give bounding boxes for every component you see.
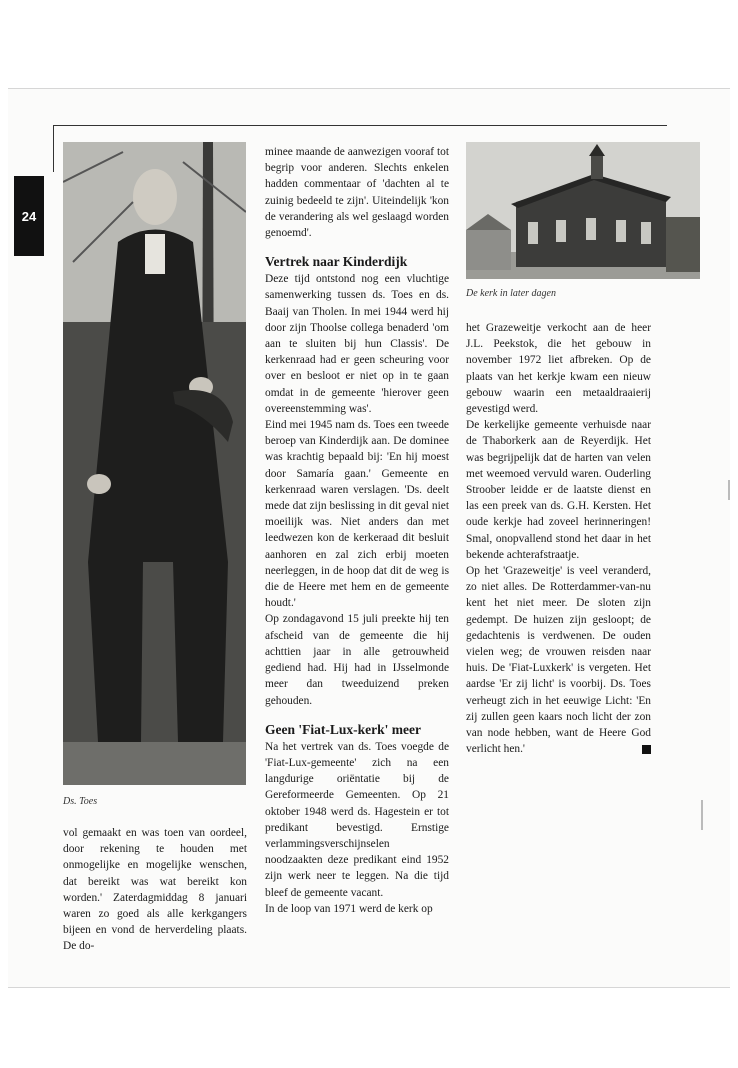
portrait-caption: Ds. Toes: [63, 796, 98, 807]
page-edge-mark: [701, 800, 703, 830]
corner-rule: [53, 125, 54, 172]
church-photo: [466, 142, 700, 279]
paragraph: In de loop van 1971 werd de kerk op: [265, 902, 433, 915]
column-3: [466, 320, 651, 757]
column-2: [265, 144, 449, 917]
paragraph: Eind mei 1945 nam ds. Toes een tweede beroep van Kinderdijk aan. De dominee was krachtig bepaald bij: 'En hij moest door Samaría gaan.' Gemeente en kerkenraad waren verslagen. 'Ds. deelt mede dat zijn beslissing in dit geval niet moeilijk was. Niet anders dan met leedwezen kon de kerkeraad dit besluit aanhoren en zal zich erbij moeten neerleggen, in de hoop dat dit de weg is die de Heere met hem en de gemeente houdt.': [265, 419, 449, 610]
paragraph: De kerkelijke gemeente verhuisde naar de Thaborkerk aan de Reyerdijk. Het was begrijpelijk dat de harten van velen met weemoed vervuld waren. Ouderling Stroober leidde er de laatste dienst en las een preek van ds. G.H. Kersten. Het oude kerkje had zoveel herinneringen! Smal, onopvallend stond het daar in het bekende achterafstraatje.: [466, 419, 651, 561]
header-rule: [53, 125, 667, 126]
paragraph: Na het vertrek van ds. Toes voegde de 'Fiat-Lux-gemeente' zich na een langdurige oriëntatie bij de Gereformeerde Gemeenten. Op 21 oktober 1948 werd ds. Hagestein er tot predikant bevestigd. Ernstige verlammingsverschijnselen noodzaakten deze predikant eind 1952 zijn werk neer te leggen. Na die tijd bleef de gemeente vacant.: [265, 740, 449, 899]
paragraph: Deze tijd ontstond nog een vluchtige samenwerking tussen ds. Toes en ds. Baaij van Tholen. In mei 1944 werd hij door zijn Thoolse collega benaderd 'om aan te sluiten bij hun Classis'. De kerkenraad had er geen scheuring voor over en besloot er niet op in te gaan omdat in de gemeente 'hierover geen overeenstemming was'.: [265, 273, 449, 415]
page-number-tab: [14, 176, 44, 256]
paragraph: vol gemaakt en was toen van oordeel, door rekening te houden met onmogelijke en mogelijke wenschen, dat bereikt was wat bereikt kon worden.' Zaterdagmiddag 8 januari waren zo goed als alle kerkgangers bijeen en vond de herverdeling plaats. De do-: [63, 827, 247, 953]
church-caption: De kerk in later dagen: [466, 288, 556, 299]
paragraph: Op zondagavond 15 juli preekte hij ten afscheid van de gemeente die hij achttien jaar in alle getrouwheid gediend had. Hij had in IJsselmonde meer dan tweeduizend preken gehouden.: [265, 613, 449, 707]
page-number: 24: [21, 208, 37, 224]
end-of-article-mark: [642, 745, 651, 754]
paragraph: minee maande de aanwezigen vooraf tot begrip voor anderen. Slechts enkelen hadden commentaar of 'dachten al te zuinig bedeeld te zijn'. Uiteindelijk 'kon de verandering als wel geslaagd worden genoemd'.: [265, 146, 449, 240]
section-heading: Geen 'Fiat-Lux-kerk' meer: [265, 721, 421, 737]
page-edge-mark: [728, 480, 730, 500]
paragraph: het Grazeweitje verkocht aan de heer J.L. Peekstok, die het gebouw in november 1972 liet afbreken. Op de plaats van het kerkje kwam een nieuw gebouw waarin een metaaldraaierij gevestigd werd.: [466, 322, 651, 416]
column-1: [63, 825, 247, 955]
portrait-photo: [63, 142, 246, 785]
section-heading: Vertrek naar Kinderdijk: [265, 254, 408, 270]
paragraph-text: Op het 'Grazeweitje' is veel veranderd, zo niet alles. De Rotterdammer-van-nu kent het niet meer. De sloten zijn gedempt. De huizen zijn gesloopt; de gedachtenis is verdwenen. De ouden vielen weg; de vrouwen reisden naar huis. De 'Fiat-Luxkerk' is vergeten. Het aardse 'Er zij licht' is voorbij. Ds. Toes verheugt zich in het eeuwige Licht: 'En zij zullen geen kaars noch licht der zon van node hebben, want de Heere God verlicht hen.': [466, 565, 651, 756]
paragraph: [466, 563, 651, 757]
